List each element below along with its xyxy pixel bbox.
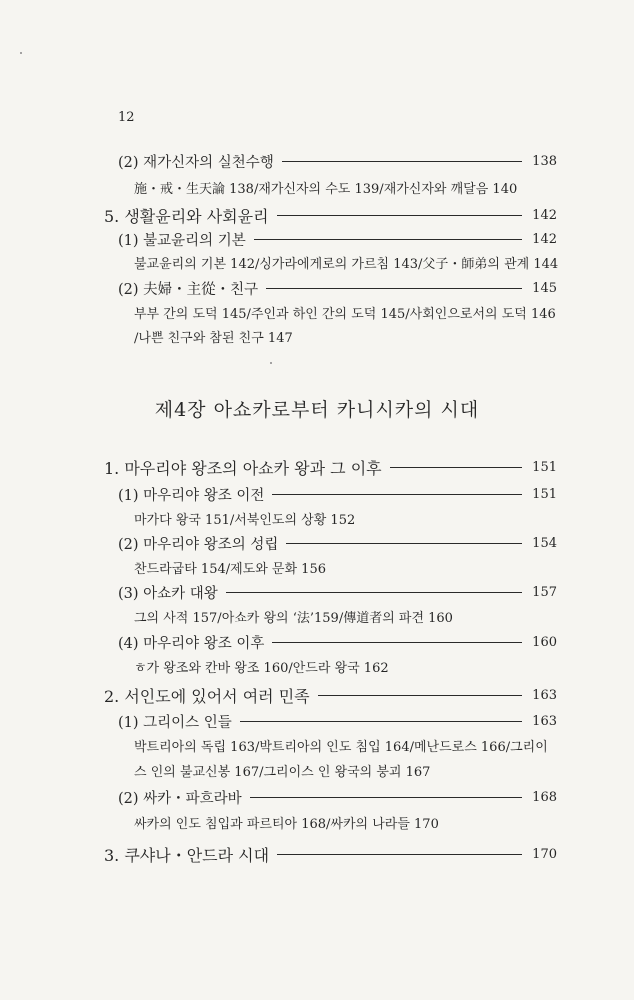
toc-leader-line — [277, 215, 523, 216]
toc-detail-line: 부부 간의 도덕 145/주인과 하인 간의 도덕 145/사회인으로서의 도덕 146 — [134, 307, 556, 322]
toc-page-ref: 142 — [532, 208, 557, 223]
toc-page-ref: 151 — [532, 460, 557, 475]
page-speck — [270, 362, 272, 364]
toc-page-ref: 154 — [532, 536, 557, 551]
page-speck — [20, 52, 22, 54]
toc-entry-label: (4) 마우리야 왕조 이후 — [118, 636, 265, 652]
toc-subsection-entry — [118, 533, 557, 554]
toc-page-ref: 168 — [532, 790, 557, 805]
toc-leader-line — [282, 161, 522, 162]
toc-leader-line — [266, 288, 522, 289]
toc-subsection-entry — [118, 151, 557, 172]
toc-entry-label: (2) 싸카・파흐라바 — [118, 791, 242, 807]
toc-entry-label: (2) 재가신자의 실천수행 — [118, 155, 274, 171]
toc-detail-line: 施・戒・生天論 138/재가신자의 수도 139/재가신자와 깨달음 140 — [134, 182, 518, 197]
toc-detail-line: ㅎ가 왕조와 칸바 왕조 160/안드라 왕국 162 — [134, 661, 389, 676]
toc-subsection-entry — [118, 711, 557, 732]
toc-detail-line: 마가다 왕국 151/서북인도의 상황 152 — [134, 513, 356, 528]
toc-section-entry — [104, 204, 557, 227]
toc-entry-label: (1) 그리이스 인들 — [118, 715, 232, 731]
toc-entry-label: 1. 마우리야 왕조의 아쇼카 왕과 그 이후 — [104, 459, 382, 478]
toc-section-entry — [104, 456, 557, 479]
toc-entry-label: 3. 쿠샤나・안드라 시대 — [104, 846, 270, 865]
toc-leader-line — [250, 797, 522, 798]
toc-subsection-entry — [118, 582, 557, 603]
toc-subsection-entry — [118, 229, 557, 250]
toc-page-ref: 163 — [532, 714, 557, 729]
toc-entry-label: (1) 불교윤리의 기본 — [118, 233, 246, 249]
toc-leader-line — [272, 642, 522, 643]
toc-detail-line: 그의 사적 157/아쇼카 왕의 ‘法’159/傳道者의 파견 160 — [134, 611, 453, 626]
toc-entry-label: (2) 夫婦・主從・친구 — [118, 282, 259, 298]
toc-leader-line — [254, 239, 522, 240]
page-number: 12 — [118, 110, 135, 125]
chapter-title: 제4장 아쇼카로부터 카니시카의 시대 — [154, 399, 480, 421]
toc-leader-line — [286, 543, 522, 544]
toc-detail-line: 찬드라굽타 154/제도와 문화 156 — [134, 562, 326, 577]
toc-page-ref: 145 — [532, 281, 557, 296]
toc-leader-line — [226, 592, 522, 593]
toc-page-ref: 142 — [532, 232, 557, 247]
toc-section-entry — [104, 684, 557, 707]
toc-page-ref: 151 — [532, 487, 557, 502]
toc-entry-label: 2. 서인도에 있어서 여러 민족 — [104, 687, 310, 706]
toc-leader-line — [240, 721, 522, 722]
toc-entry-label: (2) 마우리야 왕조의 성립 — [118, 537, 279, 553]
toc-detail-line: 불교윤리의 기본 142/싱가라에게로의 가르침 143/父子・師弟의 관계 144 — [134, 257, 559, 272]
toc-detail-line: 박트리아의 독립 163/박트리아의 인도 침입 164/메난드로스 166/그리이 — [134, 740, 548, 755]
toc-entry-label: 5. 생활윤리와 사회윤리 — [104, 207, 269, 226]
toc-entry-label: (1) 마우리야 왕조 이전 — [118, 488, 265, 504]
toc-subsection-entry — [118, 632, 557, 653]
toc-page-ref: 170 — [532, 847, 557, 862]
toc-subsection-entry — [118, 278, 557, 299]
toc-page-ref: 138 — [532, 154, 557, 169]
toc-page-ref: 163 — [532, 688, 557, 703]
toc-page-ref: 160 — [532, 635, 557, 650]
toc-leader-line — [272, 494, 522, 495]
toc-leader-line — [277, 854, 522, 855]
toc-leader-line — [390, 467, 523, 468]
toc-detail-line: /나쁜 친구와 참된 친구 147 — [134, 331, 293, 346]
toc-leader-line — [318, 695, 523, 696]
toc-entry-label: (3) 아쇼카 대왕 — [118, 586, 218, 602]
toc-detail-line: 싸카의 인도 침입과 파르티아 168/싸카의 나라들 170 — [134, 817, 439, 832]
toc-subsection-entry — [118, 787, 557, 808]
toc-page-ref: 157 — [532, 585, 557, 600]
toc-subsection-entry — [118, 484, 557, 505]
toc-section-entry — [104, 843, 557, 866]
toc-detail-line: 스 인의 불교신봉 167/그리이스 인 왕국의 붕괴 167 — [134, 765, 431, 780]
